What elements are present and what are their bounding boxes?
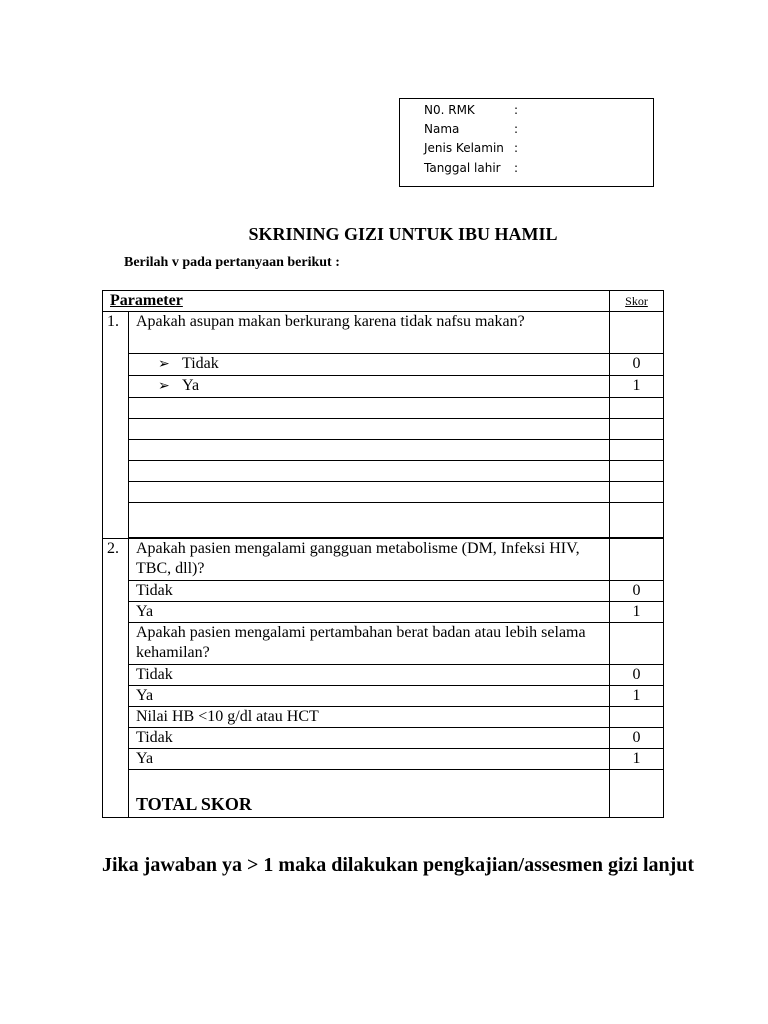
q4-option-tidak-score: 0	[610, 728, 664, 749]
q3-option-row	[103, 686, 664, 707]
field-rmk-colon: :	[514, 103, 519, 117]
blank-score-cell[interactable]	[610, 440, 664, 461]
screening-table	[102, 290, 664, 818]
q1-number: 1.	[103, 312, 129, 539]
blank-cell[interactable]	[129, 419, 610, 440]
footer-note: Jika jawaban ya > 1 maka dilakukan pengkajian/assesmen gizi lanjut	[102, 854, 695, 876]
q4-option-ya[interactable]: Ya	[129, 749, 610, 770]
arrow-bullet-icon: ➢	[158, 357, 170, 372]
q3-option-tidak[interactable]: Tidak	[129, 665, 610, 686]
blank-cell[interactable]	[129, 461, 610, 482]
q1-question: Apakah asupan makan berkurang karena tidak nafsu makan?	[129, 312, 610, 354]
header-skor: Skor	[625, 294, 648, 308]
q2-option-tidak-score: 0	[610, 581, 664, 602]
q1-option-tidak[interactable]	[129, 354, 610, 376]
q2-option-row	[103, 581, 664, 602]
field-nama-colon: :	[514, 122, 519, 136]
q1-option-ya-label: Ya	[182, 377, 200, 394]
field-tanggal-lahir-colon: :	[514, 161, 519, 175]
q4-option-tidak[interactable]: Tidak	[129, 728, 610, 749]
header-parameter-cell	[103, 291, 610, 312]
form-instruction: Berilah v pada pertanyaan berikut :	[124, 255, 340, 270]
q1-option-tidak-label: Tidak	[182, 355, 219, 372]
q1-option-tidak-score: 0	[610, 354, 664, 376]
patient-id-box	[399, 98, 654, 187]
form-title: SKRINING GIZI UNTUK IBU HAMIL	[248, 224, 558, 244]
q4-option-ya-score: 1	[610, 749, 664, 770]
arrow-bullet-icon: ➢	[158, 379, 170, 394]
q4-question-row	[103, 707, 664, 728]
blank-row	[103, 503, 664, 538]
table-header-row	[103, 291, 664, 312]
header-skor-cell	[610, 291, 664, 312]
blank-score-cell[interactable]	[610, 503, 664, 538]
q1-question-row	[103, 312, 664, 354]
field-rmk-label: N0. RMK	[424, 103, 475, 117]
q2-question-row	[103, 539, 664, 581]
q4-option-row	[103, 749, 664, 770]
q3-question-row	[103, 623, 664, 665]
total-label-cell	[129, 770, 610, 818]
q2-question-score-cell[interactable]	[610, 539, 664, 581]
q3-option-row	[103, 665, 664, 686]
q2-number: 2.	[103, 539, 129, 818]
q3-question: Apakah pasien mengalami pertambahan berat badan atau lebih selama kehamilan?	[129, 623, 610, 665]
q3-question-score-cell[interactable]	[610, 623, 664, 665]
q1-option-row	[103, 354, 664, 376]
blank-cell[interactable]	[129, 440, 610, 461]
blank-row	[103, 398, 664, 419]
q2-option-ya[interactable]: Ya	[129, 602, 610, 623]
blank-cell[interactable]	[129, 482, 610, 503]
blank-row	[103, 440, 664, 461]
q2-option-ya-score: 1	[610, 602, 664, 623]
total-row	[103, 770, 664, 818]
q3-option-ya[interactable]: Ya	[129, 686, 610, 707]
field-nama-label: Nama	[424, 122, 460, 136]
blank-score-cell[interactable]	[610, 419, 664, 440]
blank-cell[interactable]	[129, 398, 610, 419]
q1-question-score-cell[interactable]	[610, 312, 664, 354]
blank-row	[103, 482, 664, 503]
total-label: TOTAL SKOR	[136, 794, 252, 814]
q2-question: Apakah pasien mengalami gangguan metabolisme (DM, Infeksi HIV, TBC, dll)?	[129, 539, 610, 581]
blank-row	[103, 461, 664, 482]
q4-option-row	[103, 728, 664, 749]
blank-row	[103, 419, 664, 440]
blank-score-cell[interactable]	[610, 398, 664, 419]
q4-question-score-cell[interactable]	[610, 707, 664, 728]
q1-option-ya[interactable]	[129, 376, 610, 398]
blank-score-cell[interactable]	[610, 482, 664, 503]
field-jenis-kelamin-colon: :	[514, 141, 519, 155]
blank-cell[interactable]	[129, 503, 610, 538]
q4-question: Nilai HB <10 g/dl atau HCT	[129, 707, 610, 728]
header-parameter: Parameter	[110, 292, 183, 309]
q1-option-ya-score: 1	[610, 376, 664, 398]
q2-option-row	[103, 602, 664, 623]
q3-option-ya-score: 1	[610, 686, 664, 707]
blank-score-cell[interactable]	[610, 461, 664, 482]
field-tanggal-lahir-label: Tanggal lahir	[424, 161, 501, 175]
q1-option-row	[103, 376, 664, 398]
q2-option-tidak[interactable]: Tidak	[129, 581, 610, 602]
total-score-cell[interactable]	[610, 770, 664, 818]
field-jenis-kelamin-label: Jenis Kelamin	[424, 141, 504, 155]
q3-option-tidak-score: 0	[610, 665, 664, 686]
